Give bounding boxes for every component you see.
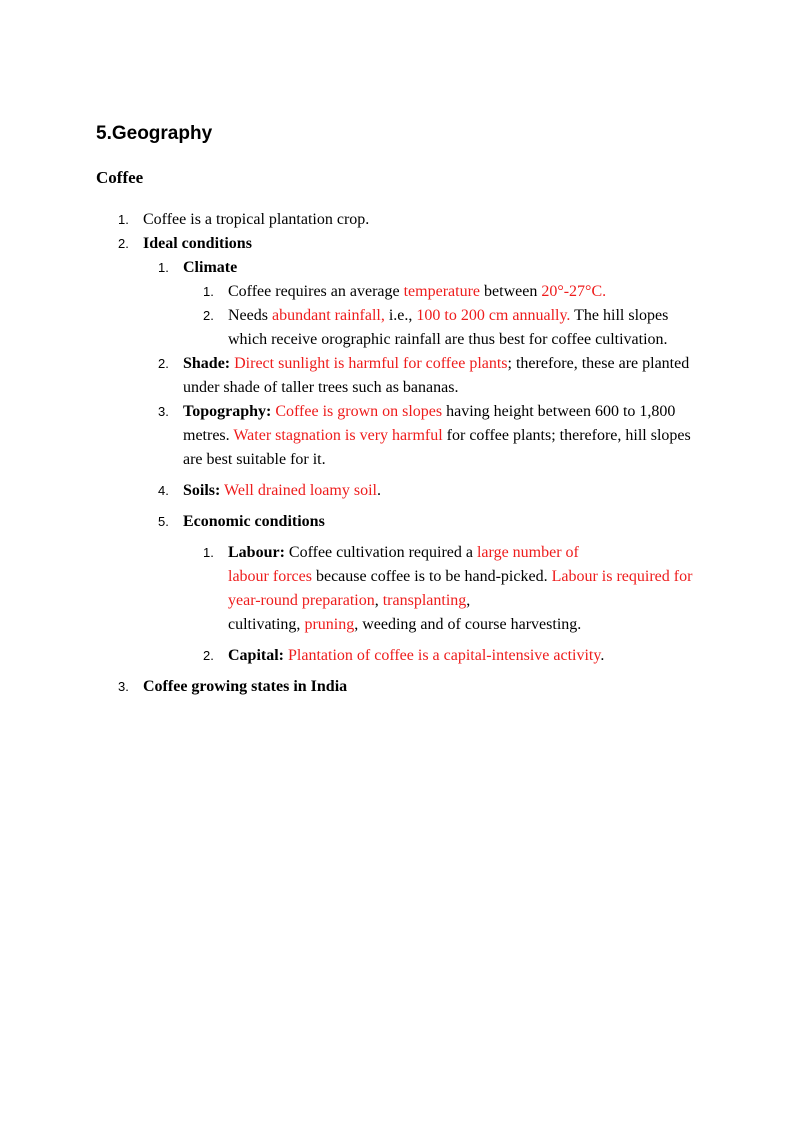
highlighted-text: temperature <box>403 283 481 300</box>
highlighted-text: 100 to 200 cm annually. <box>416 307 571 324</box>
list-item-text <box>143 675 705 699</box>
highlighted-text: pruning <box>304 616 355 633</box>
highlighted-text: transplanting <box>382 592 467 609</box>
text-run: Climate <box>183 259 238 276</box>
list-item-shade <box>158 352 705 400</box>
term-label: Topography: <box>183 403 272 420</box>
list-item-rainfall <box>203 304 705 352</box>
list-item-text <box>143 232 705 256</box>
list-item-economic-conditions <box>158 510 705 534</box>
highlighted-text: 20°-27°C. <box>541 283 607 300</box>
list-item-coffee-growing-states <box>118 675 705 699</box>
highlighted-text: abundant rainfall, <box>271 307 385 324</box>
list-marker: 4. <box>158 483 169 498</box>
list-marker: 2. <box>203 648 214 663</box>
text-run: ; therefore, these are planted under shade of taller trees such as bananas. <box>183 355 690 396</box>
text-run: , <box>374 592 383 609</box>
list-item-temperature <box>203 280 705 304</box>
highlighted-text: Well drained loamy soil <box>220 482 377 499</box>
list-item-text <box>228 541 705 637</box>
text-run: Ideal conditions <box>143 235 252 252</box>
list-item-text <box>183 352 705 400</box>
term-label: Shade: <box>183 355 231 372</box>
term-label: Capital: <box>228 647 284 664</box>
page-title: 5.Geography <box>96 123 213 144</box>
highlighted-text: Coffee is grown on slopes <box>271 403 443 420</box>
text-run: The hill slopes which receive orographic rainfall are thus best for coffee cultivation. <box>228 307 669 348</box>
list-item-text <box>228 304 705 352</box>
text-run: cultivating, <box>228 616 305 633</box>
text-run: Coffee is a tropical plantation crop. <box>143 211 370 228</box>
list-item-text <box>183 479 705 503</box>
list-marker: 2. <box>118 236 129 251</box>
list-item-text <box>183 256 705 280</box>
list-item-ideal-conditions <box>118 232 705 256</box>
text-run: , <box>466 592 471 609</box>
list-marker: 1. <box>203 284 214 299</box>
list-marker: 2. <box>158 356 169 371</box>
text-run: Needs <box>228 307 272 324</box>
highlighted-text: labour forces <box>228 568 312 585</box>
list-marker: 1. <box>118 212 129 227</box>
text-run: , weeding and of course harvesting. <box>354 616 582 633</box>
text-run: having height between 600 to 1,800 metres. <box>183 403 676 444</box>
list-item-text <box>183 510 705 534</box>
highlighted-text: Direct sunlight is harmful for coffee plants <box>230 355 508 372</box>
text-run: Economic conditions <box>183 513 325 530</box>
list-item-capital <box>203 644 705 668</box>
list-marker: 1. <box>203 545 214 560</box>
list-marker: 1. <box>158 260 169 275</box>
text-run: i.e., <box>384 307 417 324</box>
text-run: between <box>480 283 542 300</box>
text-run: Coffee growing states in India <box>143 678 348 695</box>
highlighted-text: Water stagnation is very harmful <box>233 427 443 444</box>
text-run: Coffee requires an average <box>228 283 404 300</box>
list-item-labour <box>203 541 705 637</box>
term-label: Soils: <box>183 482 221 499</box>
list-item-text <box>183 400 705 472</box>
highlighted-text: Plantation of coffee is a capital-intensive activity <box>284 647 601 664</box>
text-run: . <box>376 482 381 499</box>
highlighted-text: large number of <box>476 544 579 561</box>
list-item-climate <box>158 256 705 280</box>
list-item-text <box>228 280 705 304</box>
highlighted-text: Labour is required for year-round preparation <box>228 568 693 609</box>
text-run: . <box>600 647 605 664</box>
list-item-topography <box>158 400 705 472</box>
text-run: Coffee cultivation required a <box>284 544 477 561</box>
list-item-soils <box>158 479 705 503</box>
list-marker: 3. <box>118 679 129 694</box>
list-marker: 5. <box>158 514 169 529</box>
text-run: for coffee plants; therefore, hill slopes are best suitable for it. <box>183 427 691 468</box>
list-marker: 2. <box>203 308 214 323</box>
term-label: Labour: <box>228 544 285 561</box>
list-item-intro <box>118 208 705 232</box>
list-marker: 3. <box>158 404 169 419</box>
topic-heading: Coffee <box>96 168 144 187</box>
list-item-text <box>143 208 705 232</box>
text-run: because coffee is to be hand-picked. <box>311 568 552 585</box>
list-item-text <box>228 644 705 668</box>
